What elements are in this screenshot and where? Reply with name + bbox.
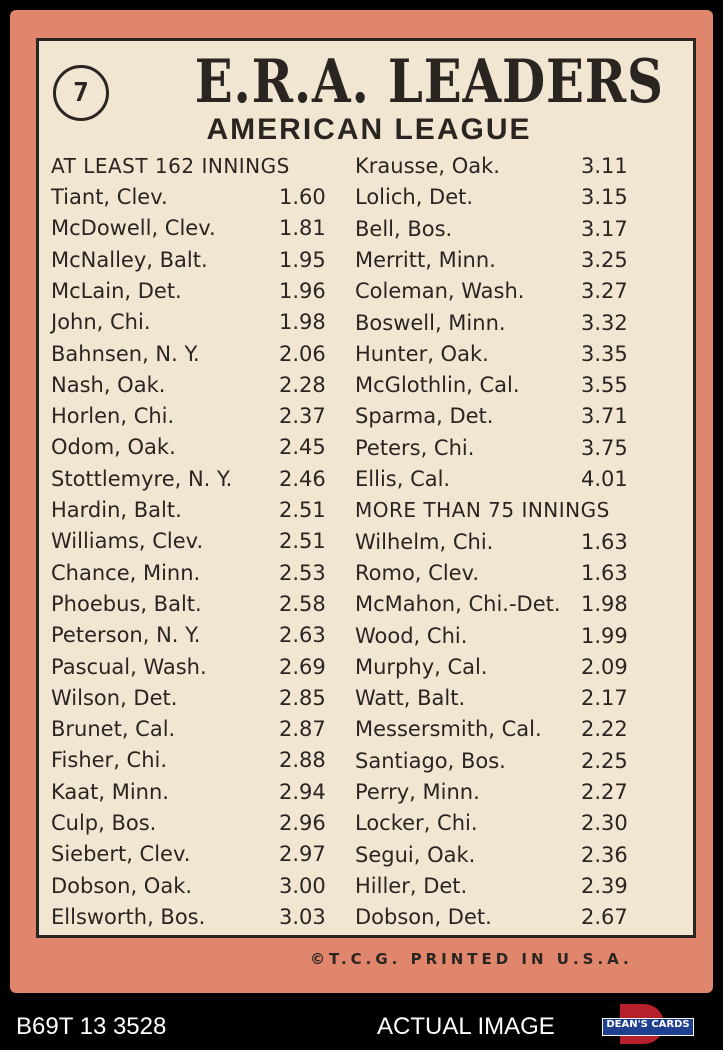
pitcher-era: 3.27 bbox=[581, 279, 628, 304]
pitcher-era: 2.69 bbox=[279, 654, 326, 679]
pitcher-name: Wilhelm, Chi. bbox=[355, 529, 494, 554]
pitcher-name: Horlen, Chi. bbox=[51, 404, 175, 429]
pitcher-era: 2.58 bbox=[279, 591, 326, 616]
pitcher-name: Bahnsen, N. Y. bbox=[51, 341, 200, 366]
pitcher-name: Hunter, Oak. bbox=[355, 341, 489, 366]
pitcher-name: Culp, Bos. bbox=[51, 811, 157, 835]
pitcher-name: Romo, Clev. bbox=[355, 560, 480, 585]
pitcher-era: 1.99 bbox=[581, 623, 628, 648]
pitcher-era: 1.60 bbox=[279, 185, 326, 209]
pitcher-era: 2.53 bbox=[279, 560, 326, 585]
pitcher-name: Hiller, Det. bbox=[355, 873, 468, 898]
baseball-card bbox=[10, 10, 713, 993]
pitcher-name: Ellis, Cal. bbox=[355, 467, 451, 491]
pitcher-name: Chance, Minn. bbox=[51, 560, 201, 585]
pitcher-name: McNalley, Balt. bbox=[51, 247, 208, 272]
pitcher-era: 3.35 bbox=[581, 341, 628, 366]
pitcher-name: Kaat, Minn. bbox=[51, 779, 169, 804]
pitcher-name: Wood, Chi. bbox=[355, 623, 468, 648]
pitcher-era: 3.25 bbox=[581, 247, 628, 272]
pitcher-name: Krausse, Oak. bbox=[355, 154, 500, 178]
pitcher-name: McMahon, Chi.-Det. bbox=[355, 592, 561, 617]
pitcher-name: Murphy, Cal. bbox=[355, 654, 488, 679]
pitcher-name: Stottlemyre, N. Y. bbox=[51, 466, 233, 491]
pitcher-era: 2.09 bbox=[581, 654, 628, 679]
pitcher-name: Merritt, Minn. bbox=[355, 247, 496, 272]
pitcher-name: Locker, Chi. bbox=[355, 811, 478, 836]
pitcher-era: 1.81 bbox=[279, 216, 326, 241]
pitcher-era: 2.25 bbox=[581, 748, 628, 773]
pitcher-name: Peters, Chi. bbox=[355, 435, 475, 460]
card-number: 7 bbox=[53, 65, 109, 121]
pitcher-era: 2.94 bbox=[279, 779, 326, 804]
pitcher-era: 2.87 bbox=[279, 717, 326, 742]
pitcher-name: Dobson, Oak. bbox=[51, 873, 193, 898]
pitcher-era: 2.37 bbox=[279, 404, 326, 429]
pitcher-name: Dobson, Det. bbox=[355, 905, 492, 930]
pitcher-era: 3.00 bbox=[279, 873, 326, 898]
pitcher-name: Siebert, Clev. bbox=[51, 842, 191, 867]
right-column-header: MORE THAN 75 INNINGS bbox=[355, 498, 610, 523]
pitcher-name: Williams, Clev. bbox=[51, 529, 204, 554]
pitcher-era: 2.28 bbox=[279, 372, 326, 397]
pitcher-era: 2.63 bbox=[279, 623, 326, 648]
pitcher-name: Fisher, Chi. bbox=[51, 748, 168, 773]
pitcher-era: 2.46 bbox=[279, 466, 326, 491]
pitcher-era: 1.63 bbox=[581, 560, 628, 585]
pitcher-name: Segui, Oak. bbox=[355, 842, 476, 867]
pitcher-era: 2.85 bbox=[279, 685, 326, 710]
card-back-panel bbox=[36, 38, 696, 938]
card-title: E.R.A. LEADERS bbox=[194, 47, 664, 117]
actual-image-label: ACTUAL IMAGE bbox=[377, 1013, 555, 1040]
pitcher-name: Boswell, Minn. bbox=[355, 310, 506, 335]
pitcher-name: Santiago, Bos. bbox=[355, 748, 506, 773]
pitcher-era: 2.96 bbox=[279, 811, 326, 835]
pitcher-name: Peterson, N. Y. bbox=[51, 623, 201, 648]
pitcher-era: 2.17 bbox=[581, 686, 628, 711]
pitcher-era: 2.51 bbox=[279, 529, 326, 554]
card-subtitle: AMERICAN LEAGUE bbox=[206, 113, 532, 146]
pitcher-era: 3.15 bbox=[581, 185, 628, 210]
pitcher-name: Lolich, Det. bbox=[355, 185, 474, 210]
pitcher-name: John, Chi. bbox=[51, 310, 151, 335]
pitcher-name: McDowell, Clev. bbox=[51, 216, 216, 241]
left-column-header: AT LEAST 162 INNINGS bbox=[51, 154, 290, 178]
pitcher-name: Sparma, Det. bbox=[355, 404, 494, 429]
pitcher-era: 2.88 bbox=[279, 748, 326, 773]
pitcher-era: 1.98 bbox=[581, 592, 628, 617]
card-id-label: B69T 13 3528 bbox=[16, 1013, 167, 1040]
pitcher-era: 3.55 bbox=[581, 373, 628, 398]
pitcher-era: 2.06 bbox=[279, 341, 326, 366]
pitcher-era: 2.22 bbox=[581, 717, 628, 742]
pitcher-era: 1.63 bbox=[581, 529, 628, 554]
pitcher-era: 4.01 bbox=[581, 467, 628, 491]
pitcher-name: Ellsworth, Bos. bbox=[51, 904, 206, 929]
pitcher-era: 1.98 bbox=[279, 310, 326, 335]
pitcher-era: 3.71 bbox=[581, 404, 628, 429]
pitcher-era: 1.95 bbox=[279, 247, 326, 272]
pitcher-era: 3.32 bbox=[581, 310, 628, 335]
deans-cards-logo bbox=[600, 1004, 695, 1046]
pitcher-era: 1.96 bbox=[279, 278, 326, 303]
pitcher-name: McLain, Det. bbox=[51, 278, 182, 303]
pitcher-name: Odom, Oak. bbox=[51, 435, 176, 460]
pitcher-era: 2.45 bbox=[279, 435, 326, 460]
pitcher-name: Coleman, Wash. bbox=[355, 279, 525, 304]
pitcher-name: Wilson, Det. bbox=[51, 685, 178, 710]
pitcher-name: Watt, Balt. bbox=[355, 686, 466, 711]
pitcher-era: 3.17 bbox=[581, 216, 628, 241]
pitcher-name: Tiant, Clev. bbox=[51, 185, 168, 209]
pitcher-era: 3.75 bbox=[581, 435, 628, 460]
pitcher-name: McGlothlin, Cal. bbox=[355, 373, 520, 398]
pitcher-era: 3.11 bbox=[581, 154, 628, 178]
pitcher-era: 2.67 bbox=[581, 905, 628, 930]
pitcher-era: 2.97 bbox=[279, 842, 326, 867]
pitcher-era: 2.36 bbox=[581, 842, 628, 867]
pitcher-era: 2.39 bbox=[581, 873, 628, 898]
pitcher-era: 2.27 bbox=[581, 780, 628, 804]
pitcher-name: Perry, Minn. bbox=[355, 780, 480, 804]
pitcher-name: Phoebus, Balt. bbox=[51, 591, 202, 616]
pitcher-name: Hardin, Balt. bbox=[51, 498, 182, 522]
pitcher-era: 3.03 bbox=[279, 904, 326, 929]
pitcher-era: 2.30 bbox=[581, 811, 628, 836]
logo-text: DEAN'S CARDS bbox=[606, 1019, 690, 1030]
pitcher-name: Brunet, Cal. bbox=[51, 717, 176, 742]
pitcher-name: Nash, Oak. bbox=[51, 372, 166, 397]
pitcher-name: Messersmith, Cal. bbox=[355, 717, 542, 742]
copyright-footer: ©T.C.G. PRINTED IN U.S.A. bbox=[310, 950, 633, 968]
pitcher-name: Pascual, Wash. bbox=[51, 654, 207, 679]
pitcher-era: 2.51 bbox=[279, 498, 326, 522]
pitcher-name: Bell, Bos. bbox=[355, 216, 453, 241]
